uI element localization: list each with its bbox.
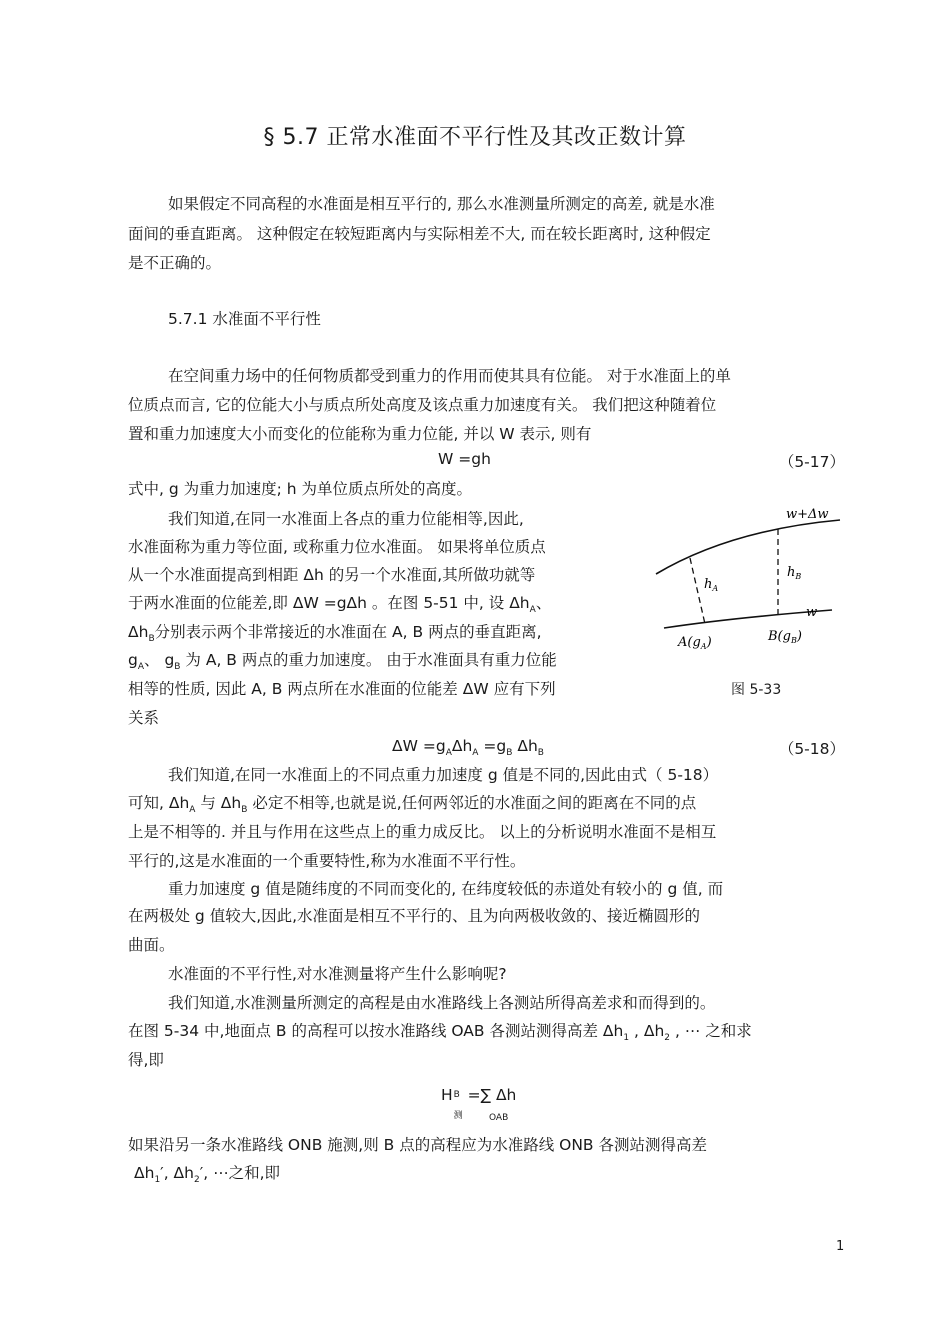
equation-5-17: W =gh — [438, 450, 491, 468]
upper-level-surface — [656, 520, 840, 574]
para2-line-2: 水准面称为重力等位面, 或称重力位水准面。 如果将单位质点 — [128, 538, 546, 556]
equation-sum-subscript: OAB — [489, 1113, 509, 1123]
equation-5-18-number: （5-18） — [778, 740, 845, 758]
para5-line-3: 得,即 — [128, 1051, 164, 1069]
para4-line-2: 在两极处 g 值较大,因此,水准面是相互不平行的、且为向两极收敛的、接近椭圆形的 — [128, 907, 701, 925]
para5-line-2: 在图 5-34 中,地面点 B 的高程可以按水准路线 OAB 各测站测得高差 $\Delta h_1$ , $\Delta h_2$ , ⋯ 之和求 — [128, 1022, 752, 1044]
para6-line-1: 如果沿另一条水准路线 ONB 施测,则 B 点的高程应为水准路线 ONB 各测站测得高差 — [128, 1136, 707, 1154]
para1-line-3: 置和重力加速度大小而变化的位能称为重力位能, 并以 W 表示, 则有 — [128, 425, 592, 443]
para3-line-2: 可知, $\Delta h_A$ 与 $\Delta h_B$ 必定不相等,也就是说,任何两邻近的水准面之间的距离在不同的点 — [128, 794, 697, 816]
where-line: 式中, g 为重力加速度; h 为单位质点所处的高度。 — [128, 480, 473, 498]
intro-line-1: 如果假定不同高程的水准面是相互平行的, 那么水准测量所测定的高差, 就是水准 — [168, 195, 715, 213]
para4-line-1: 重力加速度 g 值是随纬度的不同而变化的, 在纬度较低的赤道处有较小的 g 值, 而 — [168, 880, 724, 898]
equation-height-sum: H B 测 =∑ Δh — [441, 1086, 517, 1121]
para2-line-8: 关系 — [128, 709, 160, 727]
para2-line-3: 从一个水准面提高到相距 Δh 的另一个水准面,其所做功就等 — [128, 566, 536, 584]
page-number: 1 — [836, 1239, 845, 1254]
para2-line-4: 于两水准面的位能差,即 ΔW =gΔh 。在图 5-51 中, 设 $\Delta h_A$、 — [128, 594, 552, 616]
para2-line-5: $\Delta h_B$分别表示两个非常接近的水准面在 A, B 两点的垂直距离, — [128, 623, 542, 645]
page-title: § 5.7 正常水准面不平行性及其改正数计算 — [263, 125, 687, 150]
section-heading: 5.7.1 水准面不平行性 — [168, 310, 321, 328]
para3-line-1: 我们知道,在同一水准面上的不同点重力加速度 g 值是不同的,因此由式（ 5-18） — [168, 766, 719, 784]
para1-line-1: 在空间重力场中的任何物质都受到重力的作用而使其具有位能。 对于水准面上的单 — [168, 367, 731, 385]
para2-line-1: 我们知道,在同一水准面上各点的重力位能相等,因此, — [168, 510, 524, 528]
para5-line-1: 我们知道,水准测量所测定的高程是由水准路线上各测站所得高差求和而得到的。 — [168, 994, 716, 1012]
bottom-curve-label: w — [806, 605, 818, 620]
para3-line-4: 平行的,这是水准面的一个重要特性,称为水准面不平行性。 — [128, 852, 526, 870]
equation-5-17-number: （5-17） — [778, 453, 845, 471]
hA-dashed-line — [690, 558, 705, 624]
para6-line-2: $\Delta h_1'$, $\Delta h_2'$, ⋯之和,即 — [134, 1164, 281, 1186]
para2-line-6: $g_A$、 $g_B$ 为 A, B 两点的重力加速度。 由于水准面具有重力位能 — [128, 651, 557, 673]
equation-5-18: $\Delta W =g_A\Delta h_A =g_B$ $\Delta h_B$ — [392, 737, 544, 759]
hB-label: $h_B$ — [787, 565, 802, 581]
question-line: 水准面的不平行性,对水准测量将产生什么影响呢? — [168, 965, 507, 983]
top-curve-label: w+Δw — [786, 507, 829, 522]
intro-line-3: 是不正确的。 — [128, 254, 222, 272]
figure-5-33 — [650, 500, 850, 660]
para2-line-7: 相等的性质, 因此 A, B 两点所在水准面的位能差 ΔW 应有下列 — [128, 680, 556, 698]
figure-caption: 图 5-33 — [731, 682, 782, 698]
point-B-label: $B(g_B)$ — [768, 629, 802, 645]
para3-line-3: 上是不相等的. 并且与作用在这些点上的重力成反比。 以上的分析说明水准面不是相互 — [128, 823, 717, 841]
hA-label: $h_A$ — [704, 577, 719, 593]
para1-line-2: 位质点而言, 它的位能大小与质点所处高度及该点重力加速度有关。 我们把这种随着位 — [128, 396, 717, 414]
intro-line-2: 面间的垂直距离。 这种假定在较短距离内与实际相差不大, 而在较长距离时, 这种假定 — [128, 225, 711, 243]
point-A-label: $A(g_A)$ — [678, 635, 712, 651]
para4-line-3: 曲面。 — [128, 936, 175, 954]
